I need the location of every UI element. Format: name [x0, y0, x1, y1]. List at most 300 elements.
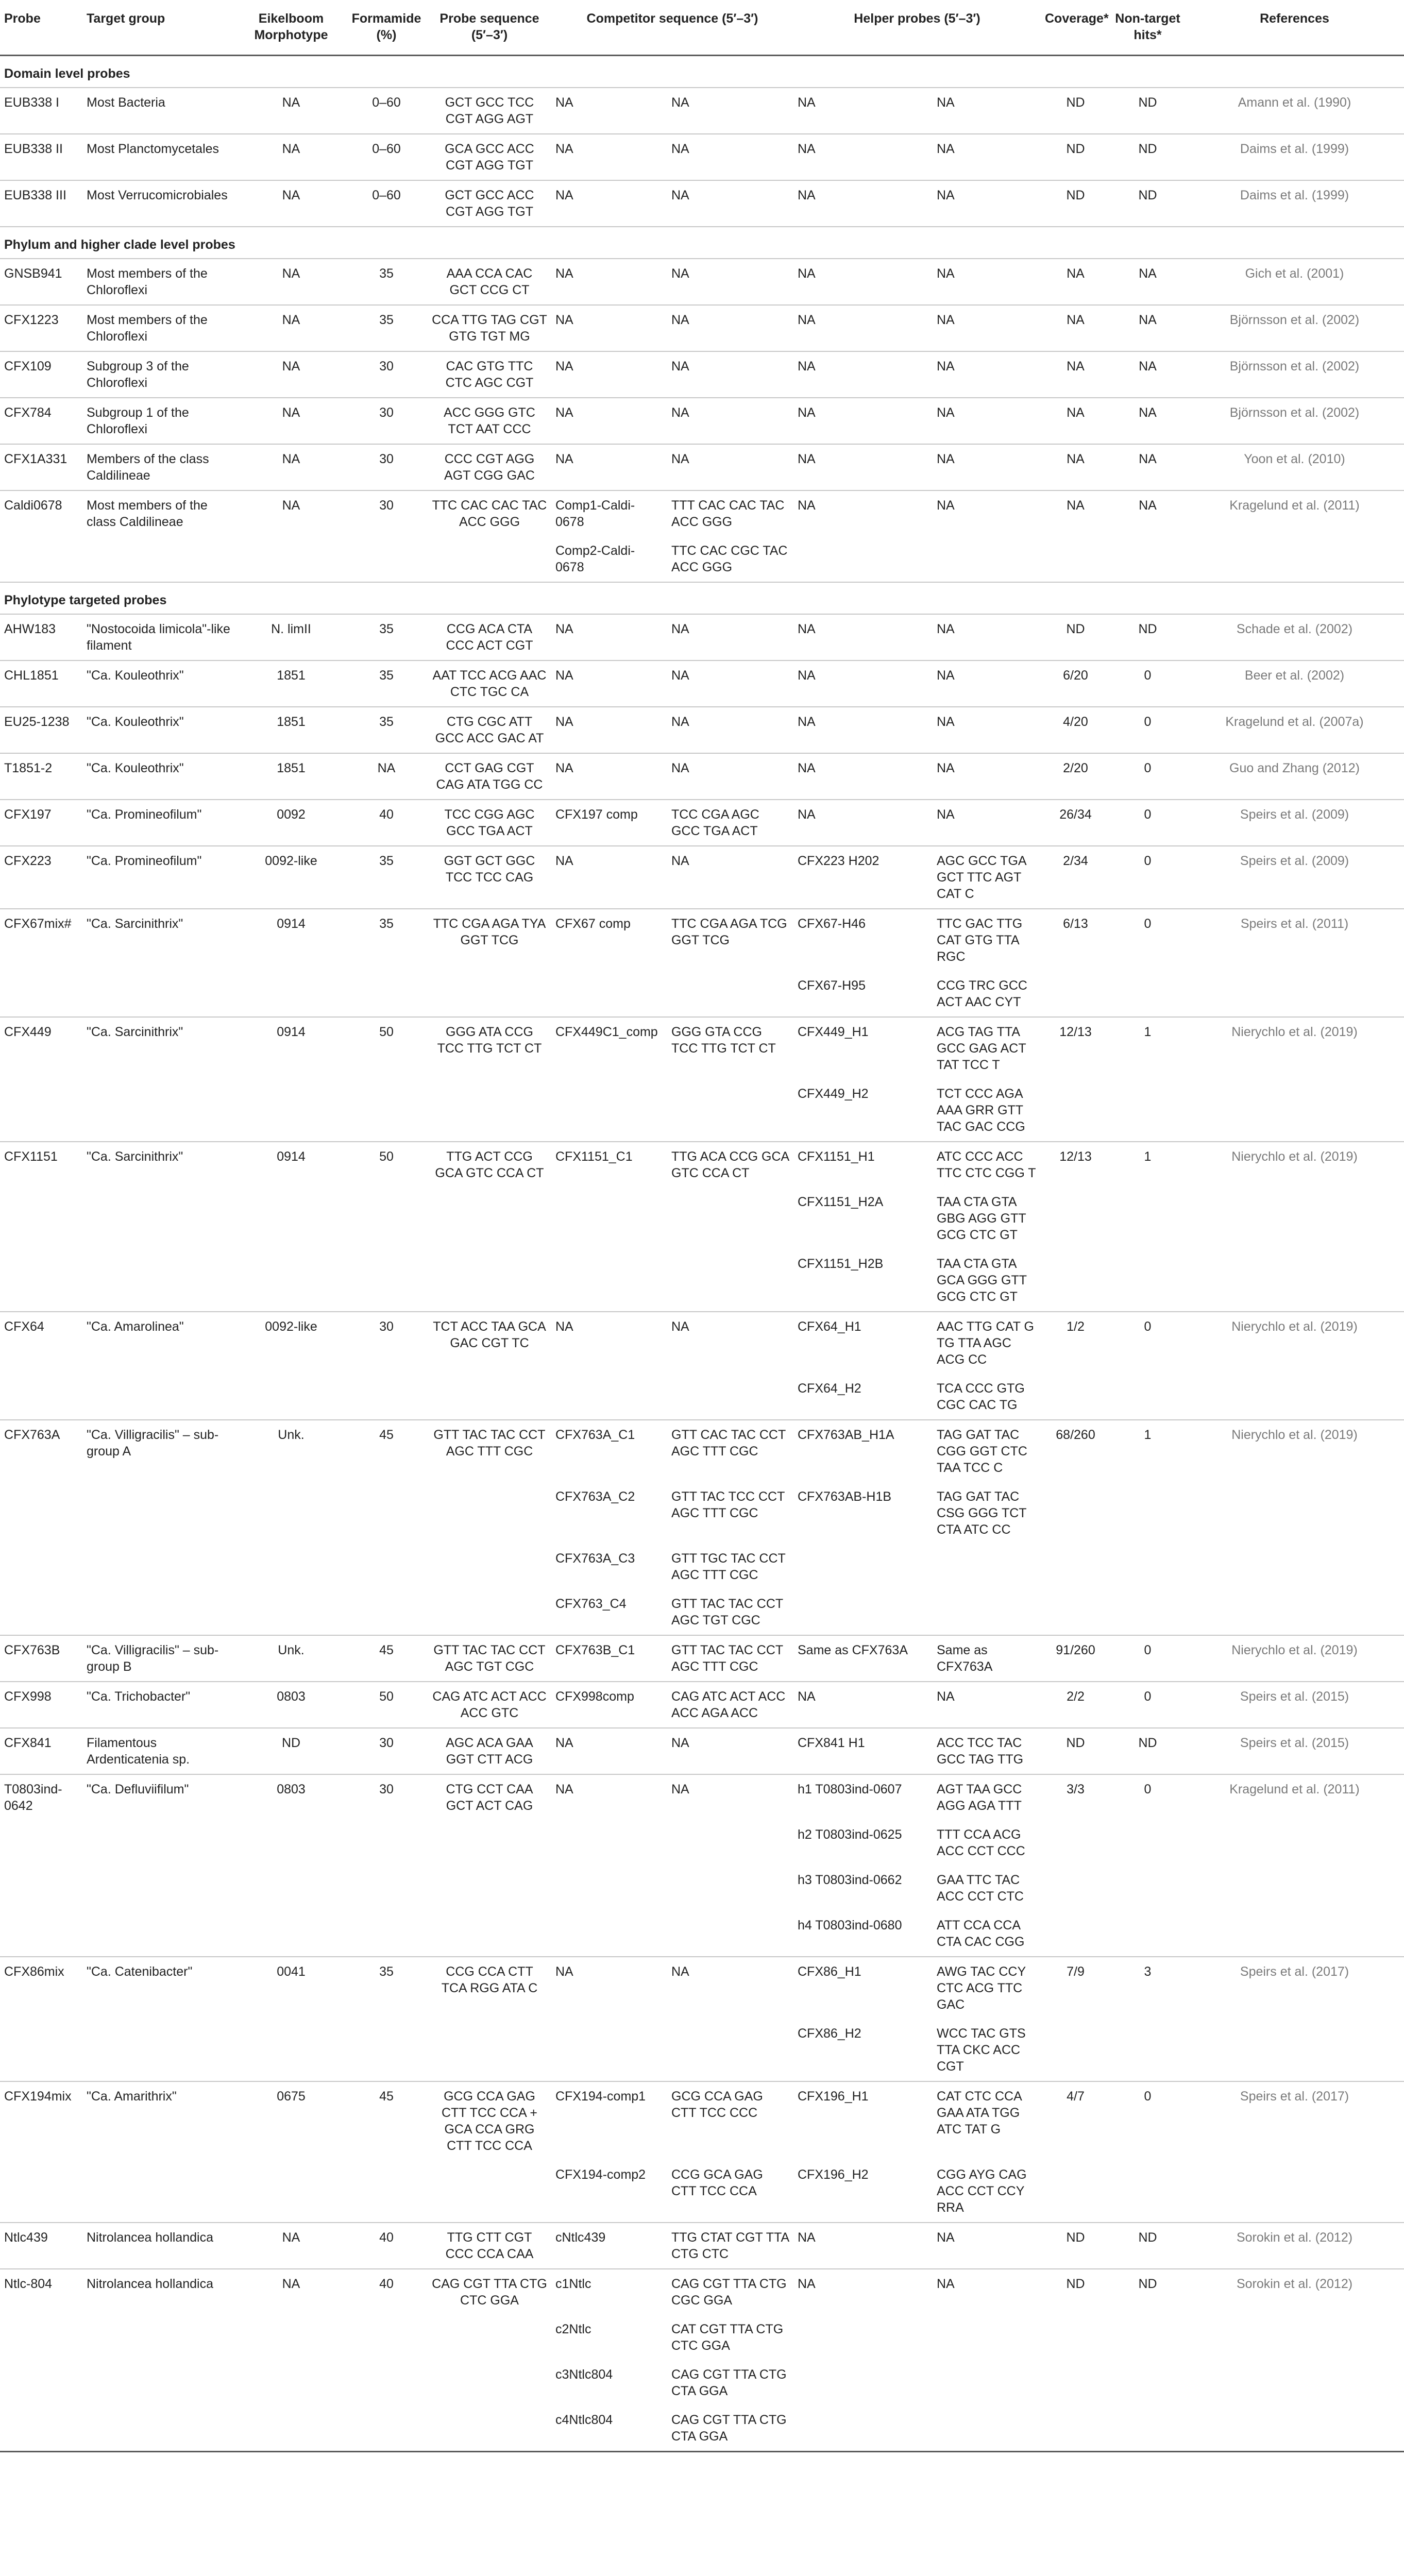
cell-probe-sequence — [428, 1079, 551, 1142]
cell-competitor-name: c4Ntlc804 — [555, 2413, 613, 2427]
cell-probe-sequence: GCA GCC ACC CGT AGG TGT — [445, 142, 534, 173]
cell-helper-name — [793, 536, 933, 582]
cell-reference: Sorokin et al. (2012) — [1236, 2277, 1353, 2291]
cell-competitor-name: CFX67 comp — [555, 917, 631, 931]
cell-probe-sequence: AAT TCC ACG AAC CTC TGC CA — [432, 668, 547, 699]
cell-formamide — [345, 2315, 428, 2360]
cell-coverage: 7/9 — [1067, 1964, 1085, 1979]
cell-coverage: NA — [1067, 498, 1085, 513]
cell-probe — [0, 1249, 82, 1312]
cell-competitor-name: CFX763A_C3 — [555, 1551, 635, 1566]
cell-nontarget-hits: 0 — [1144, 854, 1152, 868]
cell-competitor-name: NA — [555, 668, 573, 683]
table-row — [0, 800, 1404, 846]
cell-eikelboom: 0914 — [277, 917, 306, 931]
table-row — [0, 2269, 1404, 2315]
cell-reference: Gich et al. (2001) — [1245, 266, 1344, 281]
cell-eikelboom — [237, 1866, 345, 1911]
cell-helper-sequence: NA — [937, 452, 955, 466]
cell-helper-name: NA — [798, 1689, 816, 1704]
cell-competitor-sequence: NA — [671, 1964, 689, 1979]
cell-nontarget-hits — [1110, 1188, 1185, 1249]
cell-helper-sequence: ATT CCA CCA CTA CAC CGG — [937, 1918, 1025, 1949]
cell-target-group: Filamentous Ardenticatenia sp. — [87, 1736, 190, 1767]
cell-target-group — [82, 1079, 237, 1142]
cell-nontarget-hits: NA — [1139, 405, 1157, 420]
table-row — [0, 909, 1404, 971]
cell-helper-sequence: NA — [937, 498, 955, 513]
cell-probe-sequence — [428, 1911, 551, 1957]
cell-helper-sequence — [933, 2405, 1041, 2452]
cell-competitor-name: Comp2-Caldi-0678 — [555, 544, 635, 574]
cell-reference — [1185, 1544, 1404, 1589]
cell-probe — [0, 2360, 82, 2405]
cell-target-group: "Ca. Sarcinithrix" — [87, 917, 183, 931]
cell-helper-sequence — [933, 2360, 1041, 2405]
cell-reference — [1185, 2360, 1404, 2405]
cell-helper-sequence: NA — [937, 405, 955, 420]
cell-probe-sequence: AAA CCA CAC GCT CCG CT — [446, 266, 533, 297]
cell-helper-name: NA — [798, 266, 816, 281]
cell-helper-sequence: NA — [937, 95, 955, 110]
cell-helper-name: NA — [798, 313, 816, 327]
cell-reference: Schade et al. (2002) — [1236, 622, 1353, 636]
table-row — [0, 1017, 1404, 1079]
cell-competitor-sequence: NA — [671, 715, 689, 729]
cell-probe-sequence — [428, 2405, 551, 2452]
cell-formamide — [345, 1482, 428, 1544]
cell-reference — [1185, 536, 1404, 582]
cell-helper-name: CFX763AB_H1A — [798, 1428, 894, 1442]
cell-formamide: 30 — [379, 1736, 394, 1750]
cell-probe — [0, 971, 82, 1017]
cell-target-group — [82, 1544, 237, 1589]
cell-helper-name: NA — [798, 498, 816, 513]
cell-target-group — [82, 2360, 237, 2405]
cell-formamide — [345, 1589, 428, 1635]
header-probe: Probe — [0, 3, 82, 56]
cell-nontarget-hits: 3 — [1144, 1964, 1152, 1979]
cell-helper-sequence: NA — [937, 313, 955, 327]
cell-probe: CFX841 — [4, 1736, 52, 1750]
cell-eikelboom — [237, 2315, 345, 2360]
cell-target-group — [82, 2405, 237, 2452]
cell-helper-name: CFX67-H95 — [798, 978, 866, 993]
cell-helper-sequence: NA — [937, 359, 955, 374]
cell-helper-sequence: Same as CFX763A — [937, 1643, 993, 1674]
cell-target-group: "Ca. Villigracilis" – sub-group B — [87, 1643, 219, 1674]
cell-probe-sequence: CAG ATC ACT ACC ACC GTC — [432, 1689, 547, 1720]
cell-probe-sequence: TTC CGA AGA TYA GGT TCG — [433, 917, 546, 947]
cell-coverage: NA — [1067, 266, 1085, 281]
cell-competitor-sequence: NA — [671, 1736, 689, 1750]
cell-probe: CFX784 — [4, 405, 52, 420]
cell-helper-sequence: NA — [937, 2230, 955, 2245]
cell-coverage — [1041, 2160, 1110, 2223]
cell-competitor-sequence: NA — [671, 761, 689, 775]
table-row — [0, 660, 1404, 707]
cell-competitor-sequence — [667, 1374, 793, 1420]
cell-coverage: 4/20 — [1063, 715, 1088, 729]
cell-probe: CFX194mix — [4, 2089, 72, 2104]
cell-coverage: 68/260 — [1056, 1428, 1095, 1442]
cell-competitor-sequence: NA — [671, 405, 689, 420]
cell-target-group — [82, 2019, 237, 2081]
cell-eikelboom: ND — [281, 1736, 301, 1750]
cell-formamide: NA — [377, 761, 396, 775]
cell-coverage — [1041, 536, 1110, 582]
cell-helper-sequence: ACG TAG TTA GCC GAG ACT TAT TCC T — [937, 1025, 1026, 1072]
cell-nontarget-hits — [1110, 2360, 1185, 2405]
cell-nontarget-hits: 1 — [1144, 1149, 1152, 1164]
table-row — [0, 2315, 1404, 2360]
cell-formamide: 50 — [379, 1149, 394, 1164]
cell-probe: CFX197 — [4, 807, 52, 822]
cell-competitor-sequence: GTT CAC TAC CCT AGC TTT CGC — [671, 1428, 786, 1459]
cell-probe-sequence — [428, 536, 551, 582]
cell-target-group: "Ca. Amarithrix" — [87, 2089, 177, 2104]
cell-probe-sequence: ACC GGG GTC TCT AAT CCC — [444, 405, 535, 436]
cell-coverage: ND — [1066, 142, 1085, 156]
cell-probe: CHL1851 — [4, 668, 59, 683]
cell-helper-name: CFX64_H1 — [798, 1319, 861, 1334]
cell-helper-sequence: CCG TRC GCC ACT AAC CYT — [937, 978, 1027, 1009]
cell-formamide — [345, 971, 428, 1017]
cell-eikelboom — [237, 1079, 345, 1142]
cell-eikelboom — [237, 1589, 345, 1635]
cell-target-group: "Ca. Sarcinithrix" — [87, 1149, 183, 1164]
cell-probe-sequence: GCT GCC ACC CGT AGG TGT — [445, 188, 534, 219]
cell-probe-sequence: TCT ACC TAA GCA GAC CGT TC — [433, 1319, 546, 1350]
cell-eikelboom: NA — [282, 359, 300, 374]
cell-reference — [1185, 1911, 1404, 1957]
cell-probe-sequence: GTT TAC TAC CCT AGC TGT CGC — [433, 1643, 546, 1674]
cell-probe — [0, 2405, 82, 2452]
cell-probe-sequence — [428, 1589, 551, 1635]
cell-nontarget-hits: ND — [1138, 1736, 1157, 1750]
cell-competitor-sequence — [667, 1188, 793, 1249]
cell-nontarget-hits — [1110, 1249, 1185, 1312]
cell-helper-sequence: TAA CTA GTA GCA GGG GTT GCG CTC GT — [937, 1257, 1027, 1304]
cell-formamide: 30 — [379, 359, 394, 374]
cell-probe-sequence — [428, 1820, 551, 1866]
cell-competitor-name — [551, 2019, 667, 2081]
table-row — [0, 2081, 1404, 2160]
cell-helper-name: NA — [798, 807, 816, 822]
cell-reference — [1185, 1482, 1404, 1544]
cell-helper-sequence: TAG GAT TAC CSG GGG TCT CTA ATC CC — [937, 1489, 1027, 1537]
header-formamide: Formamide (%) — [345, 3, 428, 56]
cell-reference: Beer et al. (2002) — [1244, 668, 1345, 683]
section-title: Domain level probes — [4, 66, 130, 81]
cell-probe: CFX1A331 — [4, 452, 67, 466]
header-row — [0, 3, 1404, 56]
cell-reference — [1185, 1188, 1404, 1249]
cell-helper-name: NA — [798, 622, 816, 636]
cell-competitor-name — [551, 971, 667, 1017]
cell-probe-sequence: CTG CCT CAA GCT ACT CAG — [446, 1782, 533, 1813]
cell-formamide — [345, 1544, 428, 1589]
cell-competitor-sequence: NA — [671, 266, 689, 281]
cell-helper-name: NA — [798, 2277, 816, 2291]
cell-formamide: 35 — [379, 715, 394, 729]
cell-competitor-name: CFX194-comp1 — [555, 2089, 646, 2104]
cell-nontarget-hits: 0 — [1144, 2089, 1152, 2104]
cell-helper-name: h2 T0803ind-0625 — [798, 1827, 902, 1842]
cell-competitor-name — [551, 1079, 667, 1142]
cell-helper-sequence — [933, 1544, 1041, 1589]
cell-probe-sequence — [428, 2360, 551, 2405]
cell-target-group — [82, 1374, 237, 1420]
cell-eikelboom — [237, 2160, 345, 2223]
cell-probe — [0, 1866, 82, 1911]
cell-formamide: 35 — [379, 622, 394, 636]
cell-reference: Speirs et al. (2015) — [1240, 1736, 1349, 1750]
cell-nontarget-hits: 0 — [1144, 761, 1152, 775]
cell-eikelboom: NA — [282, 405, 300, 420]
table-row — [0, 490, 1404, 536]
cell-formamide: 30 — [379, 1319, 394, 1334]
cell-formamide: 35 — [379, 917, 394, 931]
cell-nontarget-hits — [1110, 1911, 1185, 1957]
cell-eikelboom: NA — [282, 452, 300, 466]
cell-reference — [1185, 1820, 1404, 1866]
cell-competitor-sequence — [667, 1911, 793, 1957]
cell-helper-sequence: NA — [937, 266, 955, 281]
cell-target-group: Most Verrucomicrobiales — [87, 188, 228, 202]
cell-helper-sequence: TTT CCA ACG ACC CCT CCC — [937, 1827, 1025, 1858]
table-row — [0, 1079, 1404, 1142]
cell-competitor-name: CFX194-comp2 — [555, 2167, 646, 2182]
cell-eikelboom — [237, 2360, 345, 2405]
cell-competitor-sequence: GGG GTA CCG TCC TTG TCT CT — [671, 1025, 776, 1056]
cell-competitor-name: CFX197 comp — [555, 807, 638, 822]
cell-probe-sequence: CCG ACA CTA CCC ACT CGT — [446, 622, 533, 653]
probe-table — [0, 3, 1404, 2452]
cell-eikelboom: 1851 — [277, 715, 306, 729]
cell-probe: GNSB941 — [4, 266, 62, 281]
cell-formamide — [345, 1911, 428, 1957]
header-helper: Helper probes (5′–3′) — [793, 3, 1041, 56]
cell-formamide: 0–60 — [372, 188, 401, 202]
cell-target-group: "Ca. Defluviifilum" — [87, 1782, 189, 1797]
cell-probe: CFX763B — [4, 1643, 60, 1657]
cell-competitor-name: NA — [555, 95, 573, 110]
cell-probe — [0, 1820, 82, 1866]
cell-target-group: "Ca. Kouleothrix" — [87, 715, 184, 729]
cell-nontarget-hits: ND — [1138, 622, 1157, 636]
cell-coverage: ND — [1066, 2230, 1085, 2245]
cell-eikelboom — [237, 1544, 345, 1589]
cell-coverage: 91/260 — [1056, 1643, 1095, 1657]
cell-eikelboom: NA — [282, 313, 300, 327]
cell-helper-sequence: NA — [937, 1689, 955, 1704]
cell-target-group: Subgroup 3 of the Chloroflexi — [87, 359, 189, 390]
table-row — [0, 1420, 1404, 1482]
cell-target-group — [82, 1249, 237, 1312]
cell-eikelboom — [237, 2405, 345, 2452]
table-row — [0, 1374, 1404, 1420]
cell-nontarget-hits: 0 — [1144, 1319, 1152, 1334]
cell-helper-name: h1 T0803ind-0607 — [798, 1782, 902, 1797]
cell-formamide: 35 — [379, 854, 394, 868]
cell-eikelboom: 0914 — [277, 1149, 306, 1164]
cell-nontarget-hits — [1110, 1374, 1185, 1420]
cell-target-group: Nitrolancea hollandica — [87, 2277, 213, 2291]
cell-probe-sequence: CAC GTG TTC CTC AGC CGT — [445, 359, 534, 390]
cell-probe: CFX223 — [4, 854, 52, 868]
cell-coverage: 2/2 — [1067, 1689, 1085, 1704]
cell-helper-name: CFX64_H2 — [798, 1381, 861, 1396]
cell-competitor-sequence: GTT TAC TAC CCT AGC TTT CGC — [671, 1643, 783, 1674]
cell-reference: Speirs et al. (2009) — [1240, 854, 1349, 868]
cell-eikelboom — [237, 536, 345, 582]
cell-target-group — [82, 1911, 237, 1957]
cell-helper-sequence: GAA TTC TAC ACC CCT CTC — [937, 1873, 1024, 1904]
cell-target-group — [82, 1866, 237, 1911]
cell-helper-name — [793, 2405, 933, 2452]
table-row — [0, 2405, 1404, 2452]
cell-coverage: NA — [1067, 405, 1085, 420]
cell-helper-sequence: ACC TCC TAC GCC TAG TTG — [937, 1736, 1024, 1767]
cell-reference: Kragelund et al. (2011) — [1229, 1782, 1360, 1797]
cell-target-group: Most members of the Chloroflexi — [87, 266, 208, 297]
header-competitor: Competitor sequence (5′–3′) — [551, 3, 793, 56]
section-header-row — [0, 227, 1404, 259]
cell-competitor-sequence — [667, 1866, 793, 1911]
cell-helper-name: CFX86_H1 — [798, 1964, 861, 1979]
cell-competitor-name: CFX1151_C1 — [555, 1149, 633, 1164]
cell-formamide — [345, 1374, 428, 1420]
cell-competitor-sequence: GTT TAC TCC CCT AGC TTT CGC — [671, 1489, 785, 1520]
cell-competitor-name: c1Ntlc — [555, 2277, 591, 2291]
cell-eikelboom: 0914 — [277, 1025, 306, 1039]
cell-formamide: 30 — [379, 405, 394, 420]
cell-target-group: "Ca. Amarolinea" — [87, 1319, 184, 1334]
cell-target-group: "Ca. Promineofilum" — [87, 807, 202, 822]
cell-helper-name: NA — [798, 188, 816, 202]
cell-helper-sequence: AGC GCC TGA GCT TTC AGT CAT C — [937, 854, 1026, 901]
table-row — [0, 536, 1404, 582]
table-row — [0, 1635, 1404, 1682]
cell-probe-sequence: CCG CCA CTT TCA RGG ATA C — [441, 1964, 538, 1995]
cell-probe: Ntlc-804 — [4, 2277, 53, 2291]
cell-helper-sequence: NA — [937, 142, 955, 156]
table-row — [0, 1820, 1404, 1866]
cell-reference: Kragelund et al. (2007a) — [1225, 715, 1364, 729]
cell-coverage: ND — [1066, 95, 1085, 110]
cell-nontarget-hits: NA — [1139, 359, 1157, 374]
cell-competitor-name: CFX763_C4 — [555, 1597, 627, 1611]
cell-helper-name: NA — [798, 142, 816, 156]
cell-competitor-name — [551, 1188, 667, 1249]
cell-competitor-name — [551, 1911, 667, 1957]
table-row — [0, 1774, 1404, 1820]
cell-reference — [1185, 2315, 1404, 2360]
table-row — [0, 1957, 1404, 2019]
cell-helper-sequence: WCC TAC GTS TTA CKC ACC CGT — [937, 2026, 1026, 2074]
cell-eikelboom — [237, 1188, 345, 1249]
table-row — [0, 707, 1404, 753]
cell-formamide — [345, 1866, 428, 1911]
cell-probe — [0, 1544, 82, 1589]
cell-nontarget-hits — [1110, 971, 1185, 1017]
cell-eikelboom: 1851 — [277, 668, 306, 683]
cell-probe — [0, 2019, 82, 2081]
cell-competitor-name: NA — [555, 1736, 573, 1750]
cell-helper-name: NA — [798, 359, 816, 374]
cell-coverage: 12/13 — [1059, 1025, 1092, 1039]
cell-helper-sequence: TCT CCC AGA AAA GRR GTT TAC GAC CCG — [937, 1087, 1025, 1134]
cell-reference: Nierychlo et al. (2019) — [1231, 1428, 1358, 1442]
cell-competitor-name: NA — [555, 142, 573, 156]
cell-probe: T1851-2 — [4, 761, 53, 775]
cell-eikelboom: NA — [282, 2230, 300, 2245]
cell-probe: CFX763A — [4, 1428, 60, 1442]
cell-reference: Björnsson et al. (2002) — [1229, 313, 1360, 327]
cell-target-group — [82, 971, 237, 1017]
cell-reference: Nierychlo et al. (2019) — [1231, 1643, 1358, 1657]
cell-probe: AHW183 — [4, 622, 56, 636]
cell-nontarget-hits: NA — [1139, 313, 1157, 327]
cell-coverage: 4/7 — [1067, 2089, 1085, 2104]
cell-probe-sequence: TCC CGG AGC GCC TGA ACT — [444, 807, 535, 838]
cell-probe: EUB338 III — [4, 188, 66, 202]
cell-nontarget-hits — [1110, 1544, 1185, 1589]
cell-formamide: 40 — [379, 807, 394, 822]
cell-coverage — [1041, 1188, 1110, 1249]
cell-helper-name: CFX86_H2 — [798, 2026, 861, 2041]
cell-target-group: "Ca. Villigracilis" – sub-group A — [87, 1428, 219, 1459]
cell-reference — [1185, 1249, 1404, 1312]
cell-competitor-sequence: NA — [671, 359, 689, 374]
cell-eikelboom: 1851 — [277, 761, 306, 775]
cell-coverage: ND — [1066, 2277, 1085, 2291]
table-row — [0, 444, 1404, 490]
cell-competitor-sequence: CAG CGT TTA CTG CTA GGA — [671, 2413, 787, 2444]
cell-competitor-name: NA — [555, 854, 573, 868]
cell-probe-sequence — [428, 2315, 551, 2360]
cell-competitor-sequence: TTC CGA AGA TCG GGT TCG — [671, 917, 787, 947]
cell-formamide: 35 — [379, 1964, 394, 1979]
cell-probe-sequence — [428, 2160, 551, 2223]
cell-helper-sequence: AWG TAC CCY CTC ACG TTC GAC — [937, 1964, 1026, 2012]
cell-formamide: 0–60 — [372, 142, 401, 156]
cell-eikelboom — [237, 1374, 345, 1420]
cell-eikelboom: Unk. — [278, 1428, 305, 1442]
cell-competitor-name — [551, 1249, 667, 1312]
cell-helper-name: h3 T0803ind-0662 — [798, 1873, 902, 1887]
cell-probe-sequence: CCA TTG TAG CGT GTG TGT MG — [432, 313, 547, 344]
cell-target-group — [82, 2315, 237, 2360]
header-references: References — [1185, 3, 1404, 56]
cell-helper-name: NA — [798, 95, 816, 110]
cell-nontarget-hits — [1110, 2315, 1185, 2360]
cell-competitor-sequence: CAG ATC ACT ACC ACC AGA ACC — [671, 1689, 786, 1720]
cell-coverage — [1041, 2360, 1110, 2405]
cell-competitor-name: CFX763B_C1 — [555, 1643, 635, 1657]
cell-probe: CFX1223 — [4, 313, 59, 327]
cell-competitor-name: NA — [555, 1782, 573, 1797]
cell-probe: EUB338 I — [4, 95, 60, 110]
cell-competitor-sequence: TTG CTAT CGT TTA CTG CTC — [671, 2230, 789, 2261]
cell-helper-sequence: TCA CCC GTG CGC CAC TG — [937, 1381, 1025, 1412]
cell-competitor-sequence: TCC CGA AGC GCC TGA ACT — [671, 807, 759, 838]
cell-competitor-name: NA — [555, 1319, 573, 1334]
cell-formamide: 35 — [379, 313, 394, 327]
cell-probe: EUB338 II — [4, 142, 63, 156]
cell-helper-name: NA — [798, 2230, 816, 2245]
